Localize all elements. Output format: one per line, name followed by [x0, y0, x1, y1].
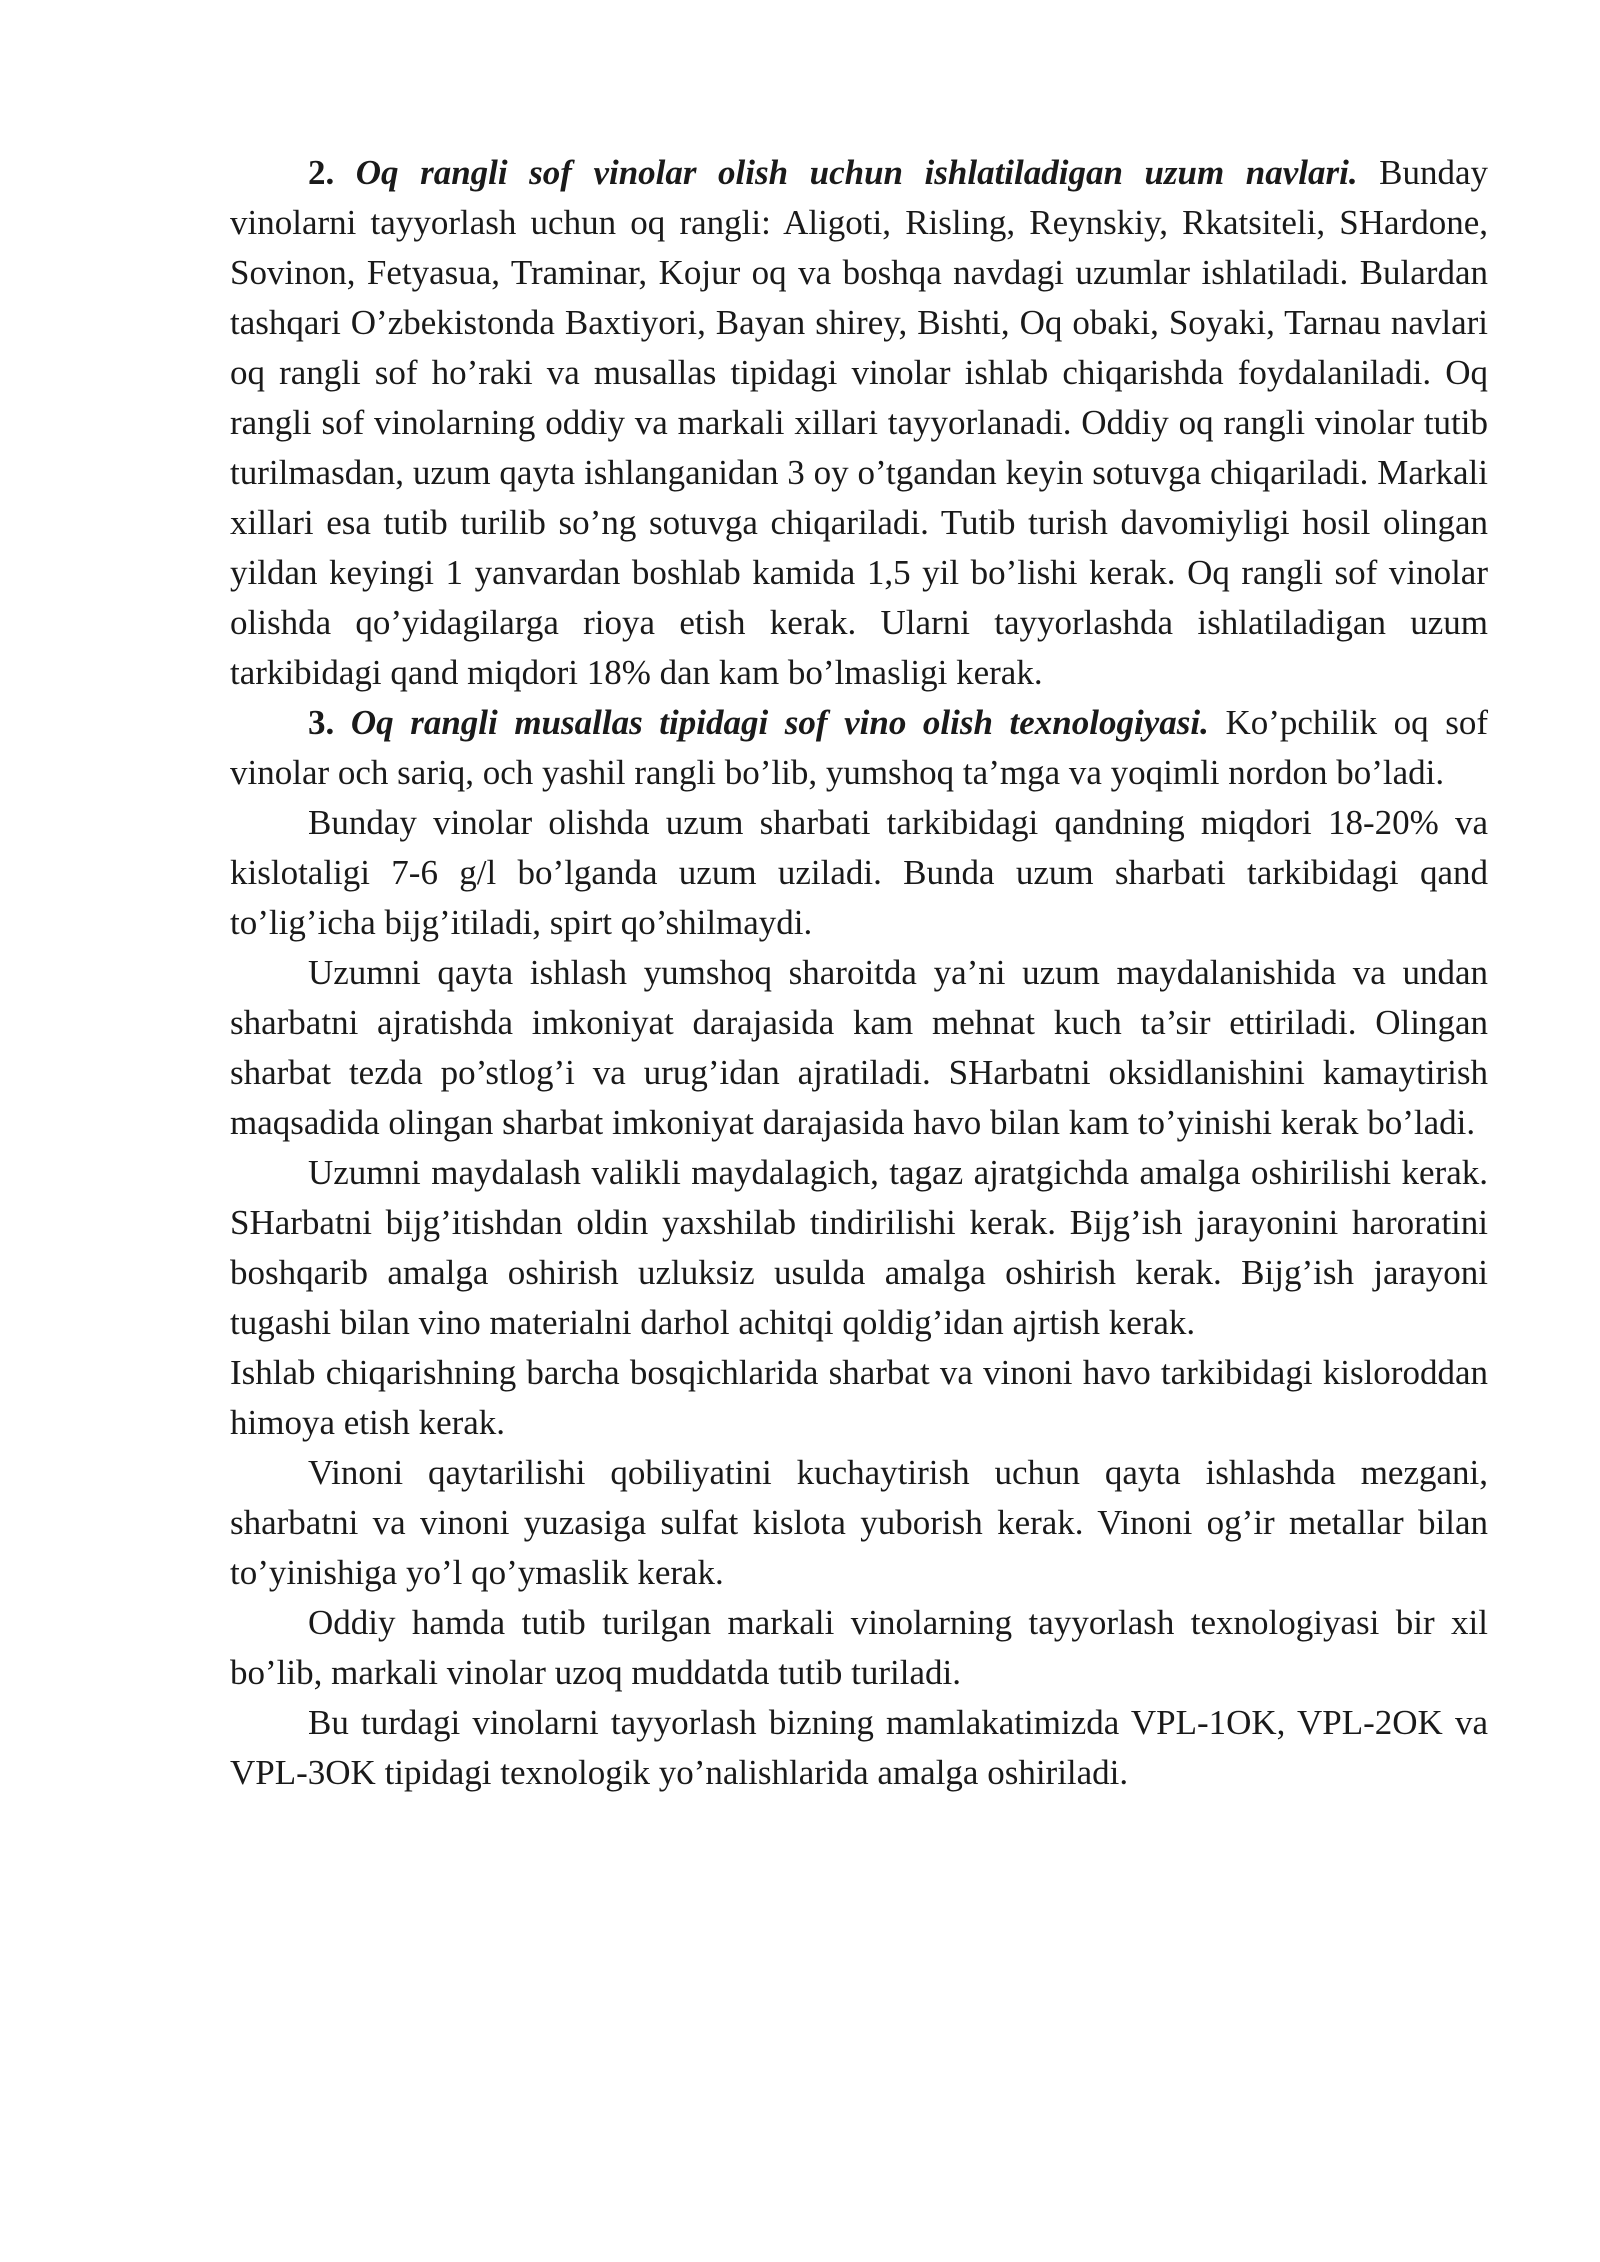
section-3-title: Oq rangli musallas tipidagi sof vino olish texnologiyasi. — [350, 703, 1209, 742]
body-paragraph-processing: Uzumni qayta ishlash yumshoq sharoitda ya’ni uzum maydalanishida va undan sharbatni ajratishda imkoniyat darajasida kam mehnat kuch ta’sir ettiriladi. Olingan sharbat tezda po’stlog’i va urug’idan ajratiladi. SHarbatni oksidlanishini kamaytirish maqsadida olingan sharbat imkoniyat darajasida havo bilan kam to’yinishi kerak bo’ladi. — [230, 953, 1488, 1142]
body-paragraph-production-lines: Bu turdagi vinolarni tayyorlash bizning mamlakatimizda VPL-1OK, VPL-2OK va VPL-3OK tipidagi texnologik yo’nalishlarida amalga oshiriladi. — [230, 1703, 1488, 1792]
body-paragraph-crushing: Uzumni maydalash valikli maydalagich, tagaz ajratgichda amalga oshirilishi kerak. SHarbatni bijg’itishdan oldin yaxshilab tindirilishi kerak. Bijg’ish jarayonini haroratini boshqarib amalga oshirish uzluksiz usulda amalga oshirish kerak. Bijg’ish jarayoni tugashi bilan vino materialni darhol achitqi qoldig’idan ajrtish kerak. — [230, 1153, 1488, 1342]
section-2-text: Bunday vinolarni tayyorlash uchun oq rangli: Aligoti, Risling, Reynskiy, Rkatsiteli, SHardone, Sovinon, Fetyasua, Traminar, Kojur oq va boshqa navdagi uzumlar ishlatiladi. Bulardan tashqari O’zbekistonda Baxtiyori, Bayan shirey, Bishti, Oq obaki, Soyaki, Tarnau navlari oq rangli sof ho’raki va musallas tipidagi vinolar ishlab chiqarishda foydalaniladi. Oq rangli sof vinolarning oddiy va markali xillari tayyorlanadi. Oddiy oq rangli vinolar tutib turilmasdan, uzum qayta ishlanganidan 3 oy o’tgandan keyin sotuvga chiqariladi. Markali xillari esa tutib turilib so’ng sotuvga chiqariladi. Tutib turish davomiyligi hosil olingan yildan keyingi 1 yanvardan boshlab kamida 1,5 yil bo’lishi kerak. Oq rangli sof vinolar olishda qo’yidagilarga rioya etish kerak. Ularni tayyorlashda ishlatiladigan uzum tarkibidagi qand miqdori 18% dan kam bo’lmasligi kerak. — [230, 153, 1489, 692]
body-paragraph-oxygen-protection: Ishlab chiqarishning barcha bosqichlarida sharbat va vinoni havo tarkibidagi kisloroddan himoya etish kerak. — [230, 1353, 1488, 1442]
section-2-title: Oq rangli sof vinolar olish uchun ishlatiladigan uzum navlari. — [355, 153, 1358, 192]
body-paragraph-sulfitation: Vinoni qaytarilishi qobiliyatini kuchaytirish uchun qayta ishlashda mezgani, sharbatni va vinoni yuzasiga sulfat kislota yuborish kerak. Vinoni og’ir metallar bilan to’yinishiga yo’l qo’ymaslik kerak. — [230, 1453, 1488, 1592]
document-page — [230, 148, 1488, 1798]
body-paragraph-aged-wines: Oddiy hamda tutib turilgan markali vinolarning tayyorlash texnologiyasi bir xil bo’lib, markali vinolar uzoq muddatda tutib turiladi. — [230, 1603, 1488, 1692]
section-3-number: 3. — [308, 703, 335, 742]
section-2-paragraph — [230, 148, 1488, 698]
section-2-number: 2. — [308, 153, 335, 192]
section-3-paragraph — [230, 698, 1488, 798]
section-3-text: Ko’pchilik oq sof vinolar och sariq, och yashil rangli bo’lib, yumshoq ta’mga va yoqimli nordon bo’ladi. — [230, 703, 1489, 792]
body-paragraph-harvest: Bunday vinolar olishda uzum sharbati tarkibidagi qandning miqdori 18-20% va kislotaligi 7-6 g/l bo’lganda uzum uziladi. Bunda uzum sharbati tarkibidagi qand to’lig’icha bijg’itiladi, spirt qo’shilmaydi. — [230, 803, 1488, 942]
